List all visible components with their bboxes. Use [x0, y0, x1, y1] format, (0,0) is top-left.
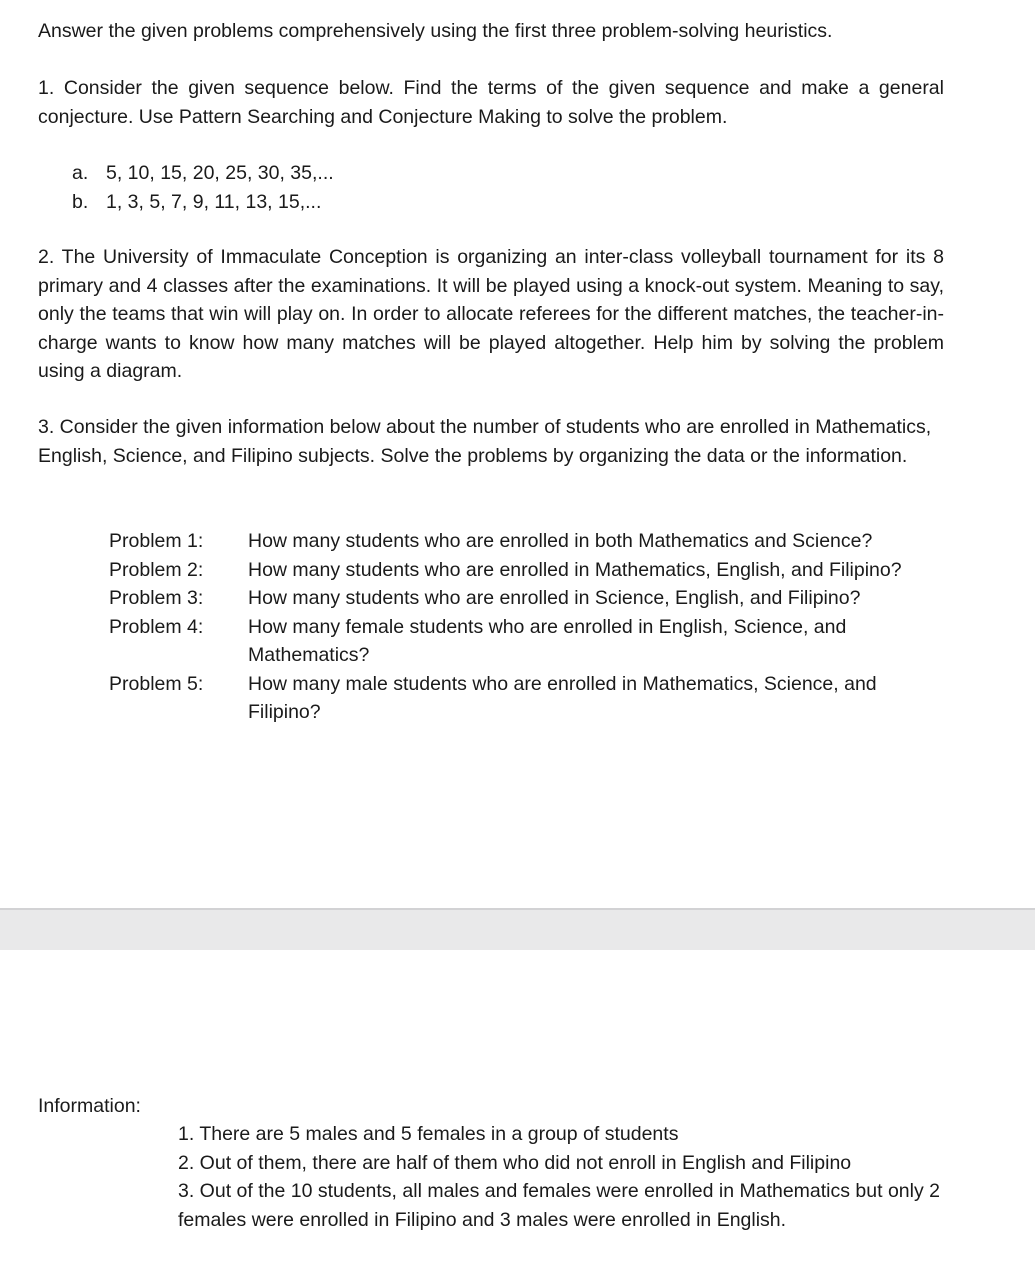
information-list	[178, 1120, 978, 1234]
sequence-item-a	[72, 159, 334, 188]
sequence-letter: a.	[72, 162, 89, 184]
information-item: 2. Out of them, there are half of them who did not enroll in English and Filipino	[178, 1151, 852, 1174]
problem-row	[109, 527, 949, 556]
problem-text: How many students who are enrolled in both Mathematics and Science?	[248, 530, 873, 552]
problem-label: Problem 5:	[109, 672, 204, 695]
sequence-terms: 1, 3, 5, 7, 9, 11, 13, 15,...	[106, 190, 322, 213]
information-item: 3. Out of the 10 students, all males and females were enrolled in Mathematics but only 2 females were enrolled in Filipino and 3 males were enrolled in English.	[178, 1180, 940, 1231]
problem-label: Problem 1:	[109, 530, 204, 552]
question-3-text: 3. Consider the given information below about the number of students who are enrolled in Mathematics, English, Science, and Filipino subjects. Solve the problems by organizing the data or the information.	[38, 416, 932, 467]
page-separator	[0, 908, 1035, 950]
problem-label: Problem 2:	[109, 558, 204, 581]
information-label: Information:	[38, 1095, 141, 1117]
problem-list	[109, 527, 949, 727]
problem-text: How many students who are enrolled in Science, English, and Filipino?	[248, 587, 861, 609]
sequence-list	[72, 159, 334, 216]
sequence-letter: b.	[72, 190, 89, 213]
question-2-text: 2. The University of Immaculate Conception is organizing an inter-class volleyball tournament for its 8 primary and 4 classes after the examinations. It will be played using a knock-out system. Meaning to say, only the teams that win will play on. In order to allocate referees for the different matches, the teacher-in-charge wants to know how many matches will be played altogether. Help him by solving the problem using a diagram.	[38, 246, 944, 382]
problem-row	[109, 556, 949, 585]
problem-text: How many students who are enrolled in Mathematics, English, and Filipino?	[248, 558, 902, 581]
sequence-terms: 5, 10, 15, 20, 25, 30, 35,...	[106, 162, 334, 184]
problem-text: How many female students who are enrolled in English, Science, and Mathematics?	[248, 615, 847, 666]
question-1-text: 1. Consider the given sequence below. Find the terms of the given sequence and make a general conjecture. Use Pattern Searching and Conjecture Making to solve the problem.	[38, 77, 944, 128]
problem-label: Problem 4:	[109, 615, 204, 638]
problem-row	[109, 613, 949, 670]
information-item: 1. There are 5 males and 5 females in a group of students	[178, 1123, 679, 1145]
problem-text: How many male students who are enrolled in Mathematics, Science, and Filipino?	[248, 672, 877, 723]
instructions-text: Answer the given problems comprehensively using the first three problem-solving heuristics.	[38, 20, 833, 42]
document-page-2	[0, 950, 1035, 1280]
sequence-item-b	[72, 188, 334, 217]
problem-row	[109, 670, 949, 727]
problem-row	[109, 584, 949, 613]
problem-label: Problem 3:	[109, 587, 204, 609]
